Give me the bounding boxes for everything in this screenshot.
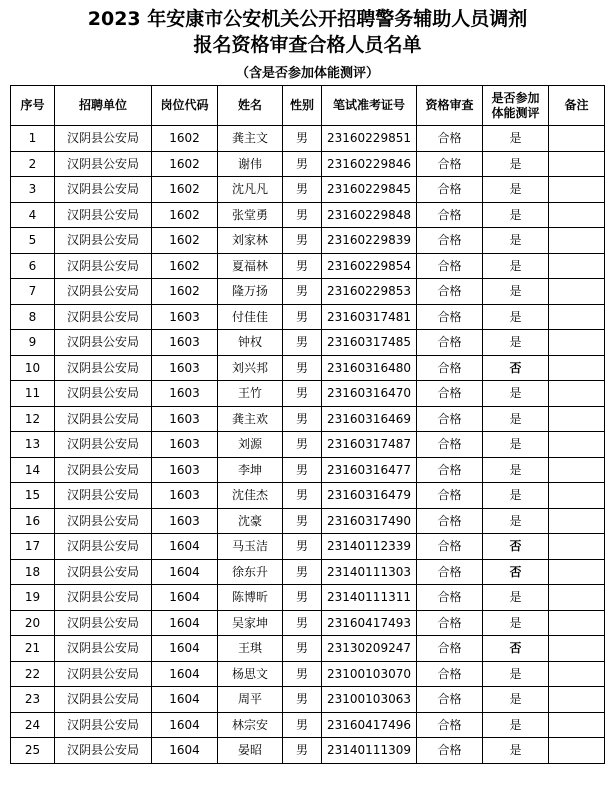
cell-name: 王琪 bbox=[218, 636, 283, 662]
cell-gender: 男 bbox=[283, 304, 322, 330]
header-post-code: 岗位代码 bbox=[152, 86, 218, 126]
cell-exam-number: 23160229848 bbox=[322, 202, 417, 228]
table-row bbox=[11, 253, 605, 279]
cell-fitness-test: 是 bbox=[483, 687, 549, 713]
cell-unit: 汉阴县公安局 bbox=[55, 406, 152, 432]
cell-fitness-test: 是 bbox=[483, 330, 549, 356]
cell-qualification: 合格 bbox=[417, 483, 483, 509]
cell-qualification: 合格 bbox=[417, 406, 483, 432]
cell-qualification: 合格 bbox=[417, 151, 483, 177]
cell-name: 王竹 bbox=[218, 381, 283, 407]
cell-unit: 汉阴县公安局 bbox=[55, 381, 152, 407]
cell-gender: 男 bbox=[283, 279, 322, 305]
cell-remarks bbox=[549, 126, 605, 152]
cell-gender: 男 bbox=[283, 457, 322, 483]
cell-index: 7 bbox=[11, 279, 55, 305]
header-fitness-test: 是否参加体能测评 bbox=[483, 86, 549, 126]
cell-exam-number: 23160316477 bbox=[322, 457, 417, 483]
cell-gender: 男 bbox=[283, 432, 322, 458]
cell-post-code: 1603 bbox=[152, 381, 218, 407]
cell-name: 钟权 bbox=[218, 330, 283, 356]
cell-exam-number: 23160229851 bbox=[322, 126, 417, 152]
cell-remarks bbox=[549, 381, 605, 407]
cell-name: 周平 bbox=[218, 687, 283, 713]
cell-exam-number: 23160229853 bbox=[322, 279, 417, 305]
cell-unit: 汉阴县公安局 bbox=[55, 738, 152, 764]
cell-unit: 汉阴县公安局 bbox=[55, 151, 152, 177]
document-title-line-1: 2023 年安康市公安机关公开招聘警务辅助人员调剂 bbox=[87, 8, 528, 30]
cell-fitness-test: 否 bbox=[483, 636, 549, 662]
document-title-line-2: 报名资格审查合格人员名单 bbox=[193, 34, 422, 56]
cell-fitness-test: 否 bbox=[483, 534, 549, 560]
cell-fitness-test: 是 bbox=[483, 738, 549, 764]
cell-unit: 汉阴县公安局 bbox=[55, 355, 152, 381]
cell-gender: 男 bbox=[283, 483, 322, 509]
cell-name: 夏福林 bbox=[218, 253, 283, 279]
cell-qualification: 合格 bbox=[417, 432, 483, 458]
cell-gender: 男 bbox=[283, 406, 322, 432]
cell-exam-number: 23160229845 bbox=[322, 177, 417, 203]
table-row bbox=[11, 126, 605, 152]
cell-post-code: 1602 bbox=[152, 228, 218, 254]
table-row bbox=[11, 406, 605, 432]
cell-index: 2 bbox=[11, 151, 55, 177]
cell-fitness-test: 是 bbox=[483, 406, 549, 432]
cell-exam-number: 23160317485 bbox=[322, 330, 417, 356]
cell-index: 23 bbox=[11, 687, 55, 713]
cell-fitness-test: 是 bbox=[483, 253, 549, 279]
cell-remarks bbox=[549, 483, 605, 509]
cell-fitness-test: 是 bbox=[483, 432, 549, 458]
cell-remarks bbox=[549, 202, 605, 228]
table-row bbox=[11, 279, 605, 305]
cell-fitness-test: 是 bbox=[483, 381, 549, 407]
cell-remarks bbox=[549, 406, 605, 432]
cell-exam-number: 23140111311 bbox=[322, 585, 417, 611]
table-row bbox=[11, 177, 605, 203]
cell-unit: 汉阴县公安局 bbox=[55, 228, 152, 254]
cell-post-code: 1603 bbox=[152, 432, 218, 458]
cell-index: 6 bbox=[11, 253, 55, 279]
cell-index: 12 bbox=[11, 406, 55, 432]
cell-gender: 男 bbox=[283, 712, 322, 738]
cell-qualification: 合格 bbox=[417, 228, 483, 254]
cell-name: 李坤 bbox=[218, 457, 283, 483]
cell-remarks bbox=[549, 508, 605, 534]
cell-name: 龚主欢 bbox=[218, 406, 283, 432]
cell-unit: 汉阴县公安局 bbox=[55, 304, 152, 330]
cell-name: 马玉洁 bbox=[218, 534, 283, 560]
cell-index: 25 bbox=[11, 738, 55, 764]
table-row bbox=[11, 228, 605, 254]
cell-qualification: 合格 bbox=[417, 559, 483, 585]
cell-index: 22 bbox=[11, 661, 55, 687]
cell-qualification: 合格 bbox=[417, 381, 483, 407]
table-row bbox=[11, 483, 605, 509]
cell-exam-number: 23160316480 bbox=[322, 355, 417, 381]
candidates-table bbox=[10, 85, 605, 764]
cell-remarks bbox=[549, 559, 605, 585]
cell-remarks bbox=[549, 636, 605, 662]
cell-index: 10 bbox=[11, 355, 55, 381]
cell-index: 8 bbox=[11, 304, 55, 330]
cell-post-code: 1602 bbox=[152, 253, 218, 279]
cell-name: 杨思文 bbox=[218, 661, 283, 687]
table-row bbox=[11, 355, 605, 381]
cell-exam-number: 23160229846 bbox=[322, 151, 417, 177]
cell-gender: 男 bbox=[283, 687, 322, 713]
table-row bbox=[11, 381, 605, 407]
cell-name: 沈豪 bbox=[218, 508, 283, 534]
cell-gender: 男 bbox=[283, 126, 322, 152]
cell-unit: 汉阴县公安局 bbox=[55, 636, 152, 662]
cell-index: 9 bbox=[11, 330, 55, 356]
cell-post-code: 1602 bbox=[152, 202, 218, 228]
cell-remarks bbox=[549, 738, 605, 764]
cell-index: 17 bbox=[11, 534, 55, 560]
cell-exam-number: 23140111303 bbox=[322, 559, 417, 585]
cell-qualification: 合格 bbox=[417, 687, 483, 713]
table-row bbox=[11, 304, 605, 330]
cell-unit: 汉阴县公安局 bbox=[55, 253, 152, 279]
cell-remarks bbox=[549, 304, 605, 330]
cell-name: 林宗安 bbox=[218, 712, 283, 738]
cell-index: 11 bbox=[11, 381, 55, 407]
cell-exam-number: 23160317487 bbox=[322, 432, 417, 458]
cell-qualification: 合格 bbox=[417, 304, 483, 330]
cell-name: 付佳佳 bbox=[218, 304, 283, 330]
cell-fitness-test: 是 bbox=[483, 585, 549, 611]
table-row bbox=[11, 585, 605, 611]
cell-index: 21 bbox=[11, 636, 55, 662]
cell-remarks bbox=[549, 457, 605, 483]
cell-post-code: 1604 bbox=[152, 687, 218, 713]
cell-gender: 男 bbox=[283, 253, 322, 279]
cell-name: 谢伟 bbox=[218, 151, 283, 177]
header-remarks: 备注 bbox=[549, 86, 605, 126]
header-name: 姓名 bbox=[218, 86, 283, 126]
cell-unit: 汉阴县公安局 bbox=[55, 202, 152, 228]
cell-post-code: 1602 bbox=[152, 126, 218, 152]
cell-post-code: 1603 bbox=[152, 304, 218, 330]
cell-post-code: 1604 bbox=[152, 559, 218, 585]
cell-exam-number: 23160316470 bbox=[322, 381, 417, 407]
cell-fitness-test: 是 bbox=[483, 202, 549, 228]
cell-post-code: 1604 bbox=[152, 661, 218, 687]
cell-index: 16 bbox=[11, 508, 55, 534]
table-header-row bbox=[11, 86, 605, 126]
cell-index: 5 bbox=[11, 228, 55, 254]
cell-fitness-test: 是 bbox=[483, 483, 549, 509]
table-row bbox=[11, 559, 605, 585]
cell-unit: 汉阴县公安局 bbox=[55, 177, 152, 203]
cell-post-code: 1603 bbox=[152, 355, 218, 381]
table-row bbox=[11, 661, 605, 687]
cell-name: 刘源 bbox=[218, 432, 283, 458]
header-exam-number: 笔试准考证号 bbox=[322, 86, 417, 126]
cell-remarks bbox=[549, 279, 605, 305]
cell-gender: 男 bbox=[283, 585, 322, 611]
cell-qualification: 合格 bbox=[417, 610, 483, 636]
table-row bbox=[11, 151, 605, 177]
cell-fitness-test: 是 bbox=[483, 177, 549, 203]
cell-fitness-test: 否 bbox=[483, 355, 549, 381]
cell-index: 18 bbox=[11, 559, 55, 585]
header-qualification: 资格审查 bbox=[417, 86, 483, 126]
cell-unit: 汉阴县公安局 bbox=[55, 279, 152, 305]
header-gender: 性别 bbox=[283, 86, 322, 126]
cell-qualification: 合格 bbox=[417, 508, 483, 534]
cell-remarks bbox=[549, 712, 605, 738]
cell-post-code: 1604 bbox=[152, 712, 218, 738]
cell-name: 刘家林 bbox=[218, 228, 283, 254]
cell-gender: 男 bbox=[283, 559, 322, 585]
cell-remarks bbox=[549, 151, 605, 177]
cell-unit: 汉阴县公安局 bbox=[55, 687, 152, 713]
cell-post-code: 1604 bbox=[152, 585, 218, 611]
cell-gender: 男 bbox=[283, 330, 322, 356]
cell-qualification: 合格 bbox=[417, 202, 483, 228]
cell-exam-number: 23160316469 bbox=[322, 406, 417, 432]
cell-gender: 男 bbox=[283, 381, 322, 407]
cell-unit: 汉阴县公安局 bbox=[55, 126, 152, 152]
cell-gender: 男 bbox=[283, 177, 322, 203]
cell-index: 24 bbox=[11, 712, 55, 738]
cell-exam-number: 23140112339 bbox=[322, 534, 417, 560]
cell-qualification: 合格 bbox=[417, 126, 483, 152]
table-row bbox=[11, 432, 605, 458]
cell-fitness-test: 是 bbox=[483, 661, 549, 687]
cell-post-code: 1604 bbox=[152, 534, 218, 560]
cell-qualification: 合格 bbox=[417, 636, 483, 662]
cell-remarks bbox=[549, 432, 605, 458]
cell-qualification: 合格 bbox=[417, 534, 483, 560]
cell-post-code: 1603 bbox=[152, 406, 218, 432]
cell-post-code: 1604 bbox=[152, 610, 218, 636]
cell-qualification: 合格 bbox=[417, 661, 483, 687]
cell-gender: 男 bbox=[283, 636, 322, 662]
cell-exam-number: 23140111309 bbox=[322, 738, 417, 764]
cell-qualification: 合格 bbox=[417, 738, 483, 764]
cell-qualification: 合格 bbox=[417, 585, 483, 611]
cell-fitness-test: 是 bbox=[483, 279, 549, 305]
cell-name: 沈凡凡 bbox=[218, 177, 283, 203]
cell-fitness-test: 是 bbox=[483, 228, 549, 254]
cell-index: 14 bbox=[11, 457, 55, 483]
cell-qualification: 合格 bbox=[417, 330, 483, 356]
cell-unit: 汉阴县公安局 bbox=[55, 610, 152, 636]
cell-unit: 汉阴县公安局 bbox=[55, 508, 152, 534]
cell-exam-number: 23160317490 bbox=[322, 508, 417, 534]
cell-gender: 男 bbox=[283, 151, 322, 177]
cell-qualification: 合格 bbox=[417, 253, 483, 279]
cell-exam-number: 23100103070 bbox=[322, 661, 417, 687]
cell-exam-number: 23160317481 bbox=[322, 304, 417, 330]
table-row bbox=[11, 610, 605, 636]
table-row bbox=[11, 687, 605, 713]
cell-name: 晏昭 bbox=[218, 738, 283, 764]
cell-exam-number: 23160316479 bbox=[322, 483, 417, 509]
cell-exam-number: 23160229854 bbox=[322, 253, 417, 279]
cell-exam-number: 23160229839 bbox=[322, 228, 417, 254]
cell-exam-number: 23100103063 bbox=[322, 687, 417, 713]
cell-exam-number: 23130209247 bbox=[322, 636, 417, 662]
cell-post-code: 1602 bbox=[152, 177, 218, 203]
cell-gender: 男 bbox=[283, 738, 322, 764]
header-index: 序号 bbox=[11, 86, 55, 126]
cell-gender: 男 bbox=[283, 534, 322, 560]
cell-index: 15 bbox=[11, 483, 55, 509]
table-row bbox=[11, 534, 605, 560]
cell-name: 吴家坤 bbox=[218, 610, 283, 636]
cell-index: 1 bbox=[11, 126, 55, 152]
cell-post-code: 1603 bbox=[152, 508, 218, 534]
cell-remarks bbox=[549, 330, 605, 356]
cell-unit: 汉阴县公安局 bbox=[55, 483, 152, 509]
cell-fitness-test: 否 bbox=[483, 559, 549, 585]
cell-post-code: 1603 bbox=[152, 330, 218, 356]
cell-unit: 汉阴县公安局 bbox=[55, 559, 152, 585]
cell-exam-number: 23160417493 bbox=[322, 610, 417, 636]
cell-fitness-test: 是 bbox=[483, 304, 549, 330]
header-unit: 招聘单位 bbox=[55, 86, 152, 126]
cell-remarks bbox=[549, 177, 605, 203]
cell-name: 刘兴邦 bbox=[218, 355, 283, 381]
cell-index: 19 bbox=[11, 585, 55, 611]
cell-post-code: 1603 bbox=[152, 483, 218, 509]
cell-unit: 汉阴县公安局 bbox=[55, 585, 152, 611]
cell-remarks bbox=[549, 228, 605, 254]
cell-index: 20 bbox=[11, 610, 55, 636]
cell-remarks bbox=[549, 355, 605, 381]
cell-name: 徐东升 bbox=[218, 559, 283, 585]
cell-gender: 男 bbox=[283, 228, 322, 254]
cell-qualification: 合格 bbox=[417, 177, 483, 203]
cell-remarks bbox=[549, 253, 605, 279]
cell-unit: 汉阴县公安局 bbox=[55, 330, 152, 356]
cell-unit: 汉阴县公安局 bbox=[55, 534, 152, 560]
cell-post-code: 1602 bbox=[152, 279, 218, 305]
table-row bbox=[11, 330, 605, 356]
cell-qualification: 合格 bbox=[417, 457, 483, 483]
cell-fitness-test: 是 bbox=[483, 712, 549, 738]
cell-qualification: 合格 bbox=[417, 355, 483, 381]
cell-index: 4 bbox=[11, 202, 55, 228]
table-row bbox=[11, 712, 605, 738]
cell-unit: 汉阴县公安局 bbox=[55, 712, 152, 738]
cell-remarks bbox=[549, 534, 605, 560]
cell-remarks bbox=[549, 610, 605, 636]
cell-fitness-test: 是 bbox=[483, 151, 549, 177]
cell-remarks bbox=[549, 687, 605, 713]
cell-fitness-test: 是 bbox=[483, 508, 549, 534]
cell-remarks bbox=[549, 661, 605, 687]
table-row bbox=[11, 636, 605, 662]
table-row bbox=[11, 738, 605, 764]
cell-index: 13 bbox=[11, 432, 55, 458]
cell-name: 陈博昕 bbox=[218, 585, 283, 611]
cell-name: 沈佳杰 bbox=[218, 483, 283, 509]
cell-fitness-test: 是 bbox=[483, 126, 549, 152]
cell-post-code: 1604 bbox=[152, 636, 218, 662]
cell-gender: 男 bbox=[283, 202, 322, 228]
cell-gender: 男 bbox=[283, 355, 322, 381]
document-subtitle: （含是否参加体能测评） bbox=[235, 66, 379, 81]
cell-post-code: 1603 bbox=[152, 457, 218, 483]
cell-index: 3 bbox=[11, 177, 55, 203]
cell-gender: 男 bbox=[283, 661, 322, 687]
cell-unit: 汉阴县公安局 bbox=[55, 432, 152, 458]
table-row bbox=[11, 508, 605, 534]
cell-exam-number: 23160417496 bbox=[322, 712, 417, 738]
cell-qualification: 合格 bbox=[417, 279, 483, 305]
cell-unit: 汉阴县公安局 bbox=[55, 457, 152, 483]
cell-unit: 汉阴县公安局 bbox=[55, 661, 152, 687]
cell-name: 隆万扬 bbox=[218, 279, 283, 305]
cell-post-code: 1602 bbox=[152, 151, 218, 177]
cell-post-code: 1604 bbox=[152, 738, 218, 764]
cell-qualification: 合格 bbox=[417, 712, 483, 738]
cell-fitness-test: 是 bbox=[483, 457, 549, 483]
cell-name: 张堂勇 bbox=[218, 202, 283, 228]
cell-remarks bbox=[549, 585, 605, 611]
cell-fitness-test: 是 bbox=[483, 610, 549, 636]
table-row bbox=[11, 202, 605, 228]
cell-gender: 男 bbox=[283, 610, 322, 636]
cell-name: 龚主文 bbox=[218, 126, 283, 152]
table-row bbox=[11, 457, 605, 483]
cell-gender: 男 bbox=[283, 508, 322, 534]
